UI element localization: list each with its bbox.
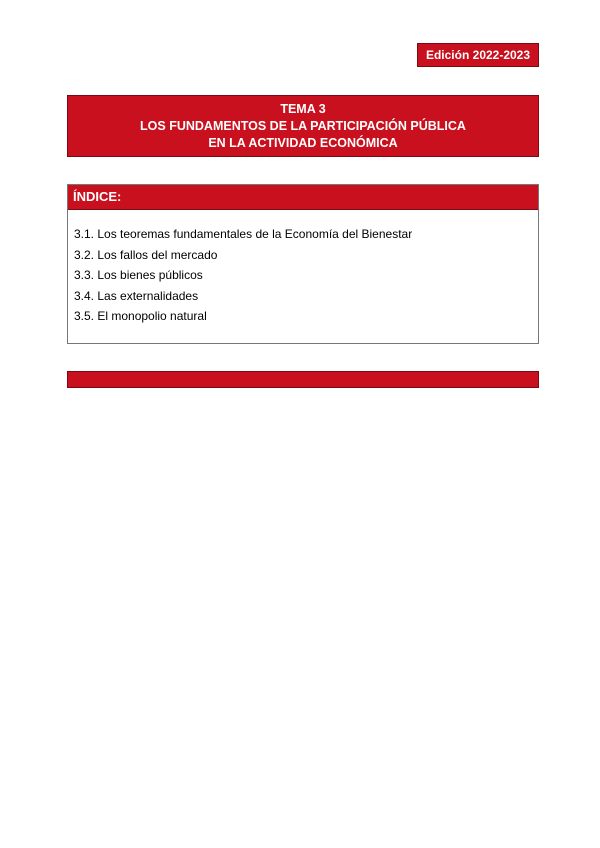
index-item-3-1: 3.1. Los teoremas fundamentales de la Economía del Bienestar — [74, 227, 413, 241]
index-section — [67, 184, 539, 344]
topic-number: TEMA 3 — [280, 101, 326, 116]
index-item-3-4: 3.4. Las externalidades — [74, 288, 199, 303]
edition-badge: Edición 2022-2023 — [417, 43, 539, 67]
index-list — [68, 210, 538, 327]
topic-title-line-1: LOS FUNDAMENTOS DE LA PARTICIPACIÓN PÚBLICA — [140, 118, 466, 133]
index-header: ÍNDICE: — [68, 185, 538, 210]
topic-title-line-2: EN LA ACTIVIDAD ECONÓMICA — [208, 135, 398, 150]
section-divider-bar — [67, 371, 539, 388]
index-item-3-2: 3.2. Los fallos del mercado — [74, 247, 218, 262]
topic-title-banner — [67, 95, 539, 157]
index-item-3-5: 3.5. El monopolio natural — [74, 309, 207, 323]
index-item-3-3: 3.3. Los bienes públicos — [74, 268, 203, 282]
